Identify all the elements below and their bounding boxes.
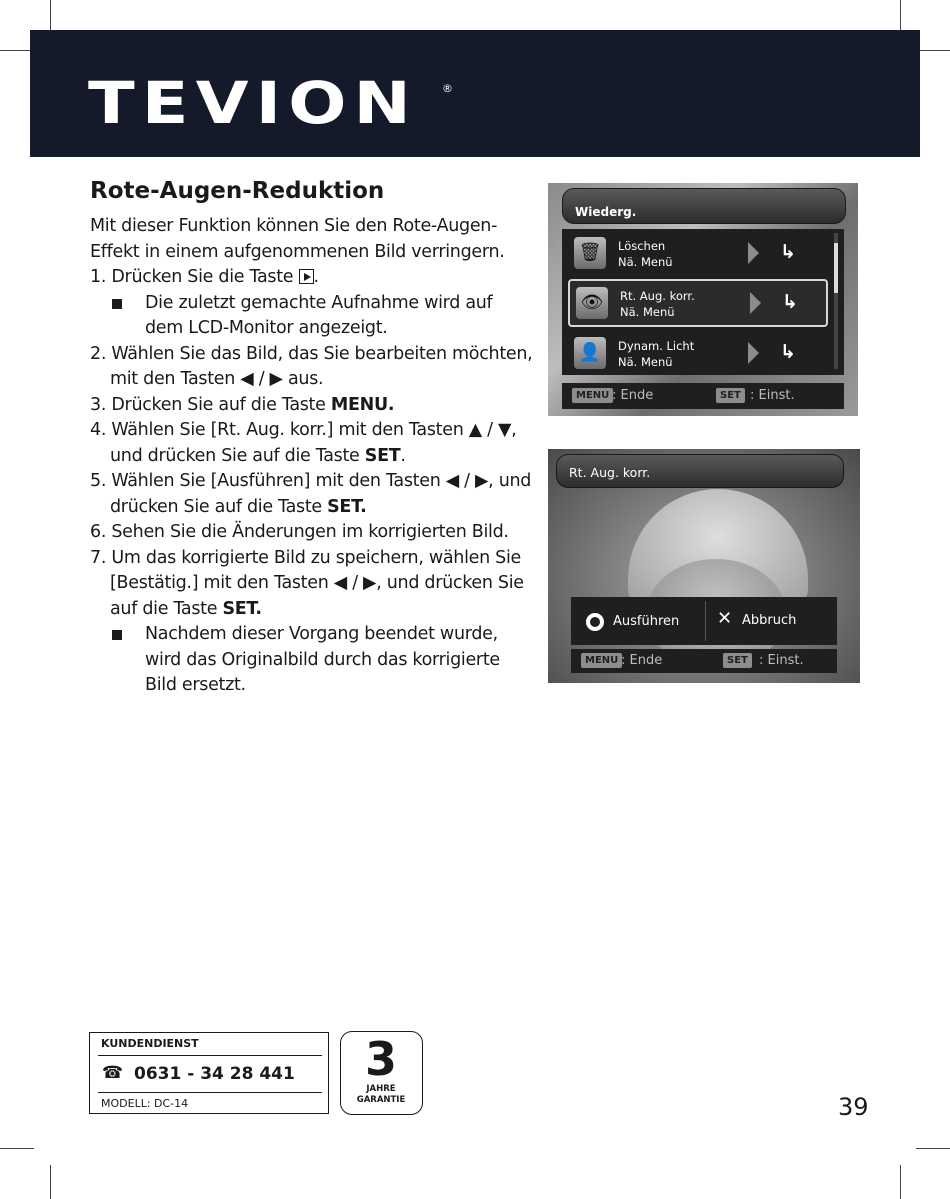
arrow-right-icon [750,292,761,314]
set-button-label: SET [716,388,745,403]
service-label: KUNDENDIENST [101,1037,199,1050]
crop-mark [0,1148,34,1149]
menu-list [562,229,844,375]
crop-mark [916,50,950,51]
instruction-text [90,178,535,699]
ok-circle-icon [586,613,604,631]
step-4: 4. Wählen Sie [Rt. Aug. korr.] mit den Tasten ▲ / ▼, und drücken Sie auf die Taste SET. [90,420,517,466]
menu-item-rt-aug-korr[interactable]: 👁 Rt. Aug. korr. Nä. Menü ↳ [568,279,828,327]
menu-header-bar: Wiederg. [562,188,846,224]
menu-item-dynam-licht[interactable]: 👤 Dynam. Licht Nä. Menü ↳ [568,331,824,375]
crop-mark [916,1148,950,1149]
trash-icon: 🗑 [574,237,606,269]
step-1-note: Die zuletzt gemachte Aufnahme wird auf dem LCD-Monitor angezeigt. [90,291,535,342]
dialog-header-bar: Rt. Aug. korr. [556,454,844,488]
section-title: Rote-Augen-Reduktion [90,178,385,204]
portrait-icon: 👤 [574,337,606,369]
dialog-footer: MENU : Ende SET : Einst. [571,649,837,673]
step-1: 1. Drücken Sie die Taste . [90,267,319,287]
step-5: 5. Wählen Sie [Ausführen] mit den Tasten ◀ / ▶, und drücken Sie auf die Taste SET. [90,471,532,517]
crop-mark [0,50,34,51]
model-number: MODELL: DC-14 [101,1097,189,1110]
eye-icon: 👁 [576,287,608,319]
enter-arrow-icon: ↳ [780,241,796,263]
warranty-badge: 3 JAHRE GARANTIE [340,1031,423,1115]
warranty-years: 3 [364,1032,397,1086]
menu-item-loeschen[interactable]: 🗑 Löschen Nä. Menü ↳ [568,231,824,275]
bullet-square-icon [112,630,122,640]
crop-mark [50,1165,51,1199]
enter-arrow-icon: ↳ [782,291,798,313]
close-icon: ✕ [717,608,733,629]
intro-paragraph: Mit dieser Funktion können Sie den Rote-Augen-Effekt in einem aufgenommenen Bild verringern. [90,216,505,262]
menu-footer: MENU : Ende SET : Einst. [562,383,844,409]
phone-icon: ☎ [102,1063,124,1083]
ausfuehren-option[interactable]: Ausführen [613,614,680,629]
registered-mark: ® [442,82,453,95]
confirm-dialog [571,597,837,645]
enter-arrow-icon: ↳ [780,341,796,363]
set-button-label: SET [723,653,752,668]
step-3: 3. Drücken Sie auf die Taste MENU. [90,394,395,415]
playback-menu-screenshot [548,183,858,416]
step-6: 6. Sehen Sie die Änderungen im korrigierten Bild. [90,522,509,542]
page-number: 39 [838,1093,869,1121]
abbruch-option[interactable]: Abbruch [742,613,797,628]
crop-mark [50,0,51,34]
customer-service-box [89,1032,329,1114]
menu-button-label: MENU [581,653,622,668]
menu-button-label: MENU [572,388,613,403]
play-key-icon [299,269,314,284]
service-phone: 0631 - 34 28 441 [134,1064,295,1084]
menu-scrollbar[interactable] [834,233,838,369]
step-2: 2. Wählen Sie das Bild, das Sie bearbeiten möchten, mit den Tasten ◀ / ▶ aus. [90,343,533,389]
crop-mark [900,1165,901,1199]
arrow-right-icon [748,342,759,364]
brand-logo: TEVION [88,69,418,137]
step-7: 7. Um das korrigierte Bild zu speichern, wählen Sie [Bestätig.] mit den Tasten ◀ / ▶, und drücken Sie auf die Taste SET. [90,547,524,619]
step-7-note: Nachdem dieser Vorgang beendet wurde, wird das Originalbild durch das korrigierte Bild ersetzt. [90,622,535,699]
crop-mark [900,0,901,34]
arrow-right-icon [748,242,759,264]
red-eye-correction-screenshot [548,449,860,683]
bullet-square-icon [112,299,122,309]
